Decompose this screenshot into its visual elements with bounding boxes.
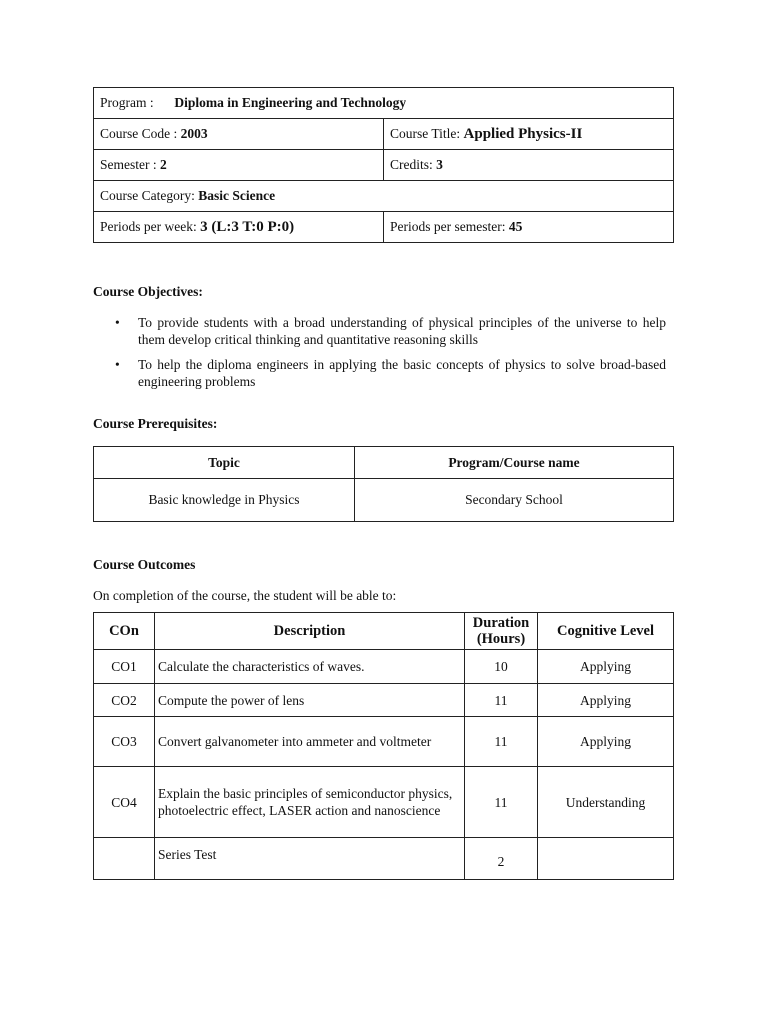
co-id: CO1: [94, 650, 155, 684]
co-hours: 11: [465, 717, 538, 767]
periods-week-value: 3 (L:3 T:0 P:0): [200, 218, 295, 235]
course-code-value: 2003: [180, 126, 208, 141]
co-hours: 2: [465, 838, 538, 880]
periods-row: [94, 212, 674, 243]
periods-week-cell: [94, 212, 384, 243]
list-item: [93, 314, 666, 348]
bullet-icon: •: [115, 315, 120, 330]
column-header-topic: Topic: [94, 447, 355, 479]
co-id: CO4: [94, 767, 155, 838]
column-header-con: COn: [94, 613, 155, 650]
table-header-row: [94, 447, 674, 479]
program-cell: [94, 88, 674, 119]
co-id: CO2: [94, 684, 155, 717]
course-title-label: Course Title:: [390, 125, 461, 141]
course-title-value: Applied Physics-II: [463, 125, 583, 142]
objectives-list: [93, 314, 666, 398]
objective-text: To provide students with a broad understanding of physical principles of the universe to help them develop critical thinking and quantitative reasoning skills: [138, 315, 666, 347]
co-description: Explain the basic principles of semiconductor physics, photoelectric effect, LASER action and nanoscience: [155, 767, 465, 838]
semester-value: 2: [160, 157, 167, 172]
prereq-topic: Basic knowledge in Physics: [94, 479, 355, 522]
category-cell: [94, 181, 674, 212]
category-label: Course Category:: [100, 188, 195, 203]
periods-semester-value: 45: [508, 219, 523, 234]
co-id: CO3: [94, 717, 155, 767]
list-item: [93, 356, 666, 390]
outcomes-table: [93, 612, 674, 880]
table-row: [94, 717, 674, 767]
table-row: [94, 838, 674, 880]
objective-text: To help the diploma engineers in applying the basic concepts of physics to solve broad-based engineering problems: [138, 357, 666, 389]
co-hours: 11: [465, 767, 538, 838]
course-code-cell: [94, 119, 384, 150]
co-description: Compute the power of lens: [155, 684, 465, 717]
table-row: [94, 479, 674, 522]
outcomes-heading: Course Outcomes: [93, 557, 196, 572]
prerequisites-heading: Course Prerequisites:: [93, 416, 218, 431]
table-row: [94, 650, 674, 684]
program-label: Program :: [100, 95, 154, 110]
co-description: Series Test: [155, 838, 465, 880]
program-value: Diploma in Engineering and Technology: [174, 95, 407, 110]
credits-label: Credits:: [390, 157, 433, 172]
prereq-program: Secondary School: [355, 479, 674, 522]
course-info-table: [93, 87, 674, 243]
column-header-cognitive: Cognitive Level: [538, 613, 674, 650]
code-title-row: [94, 119, 674, 150]
column-header-program: Program/Course name: [355, 447, 674, 479]
prerequisites-table: [93, 446, 674, 522]
table-header-row: [94, 613, 674, 650]
co-description: Calculate the characteristics of waves.: [155, 650, 465, 684]
semester-label: Semester :: [100, 157, 157, 172]
periods-semester-label: Periods per semester:: [390, 219, 506, 234]
semester-cell: [94, 150, 384, 181]
co-hours: 10: [465, 650, 538, 684]
credits-cell: [384, 150, 674, 181]
co-level: Applying: [538, 684, 674, 717]
outcomes-intro: On completion of the course, the student will be able to:: [93, 588, 397, 603]
column-header-duration: Duration (Hours): [465, 613, 538, 650]
co-level: Applying: [538, 717, 674, 767]
course-title-cell: [384, 119, 674, 150]
bullet-icon: •: [115, 357, 120, 372]
category-value: Basic Science: [198, 188, 276, 203]
program-row: [94, 88, 674, 119]
table-row: [94, 767, 674, 838]
table-row: [94, 684, 674, 717]
column-header-description: Description: [155, 613, 465, 650]
periods-week-label: Periods per week:: [100, 218, 197, 234]
credits-value: 3: [436, 157, 443, 172]
course-code-label: Course Code :: [100, 126, 178, 141]
co-level: [538, 838, 674, 880]
co-hours: 11: [465, 684, 538, 717]
co-id: [94, 838, 155, 880]
objectives-heading: Course Objectives:: [93, 284, 203, 299]
co-description: Convert galvanometer into ammeter and voltmeter: [155, 717, 465, 767]
semester-credits-row: [94, 150, 674, 181]
co-level: Understanding: [538, 767, 674, 838]
co-level: Applying: [538, 650, 674, 684]
periods-semester-cell: [384, 212, 674, 243]
category-row: [94, 181, 674, 212]
